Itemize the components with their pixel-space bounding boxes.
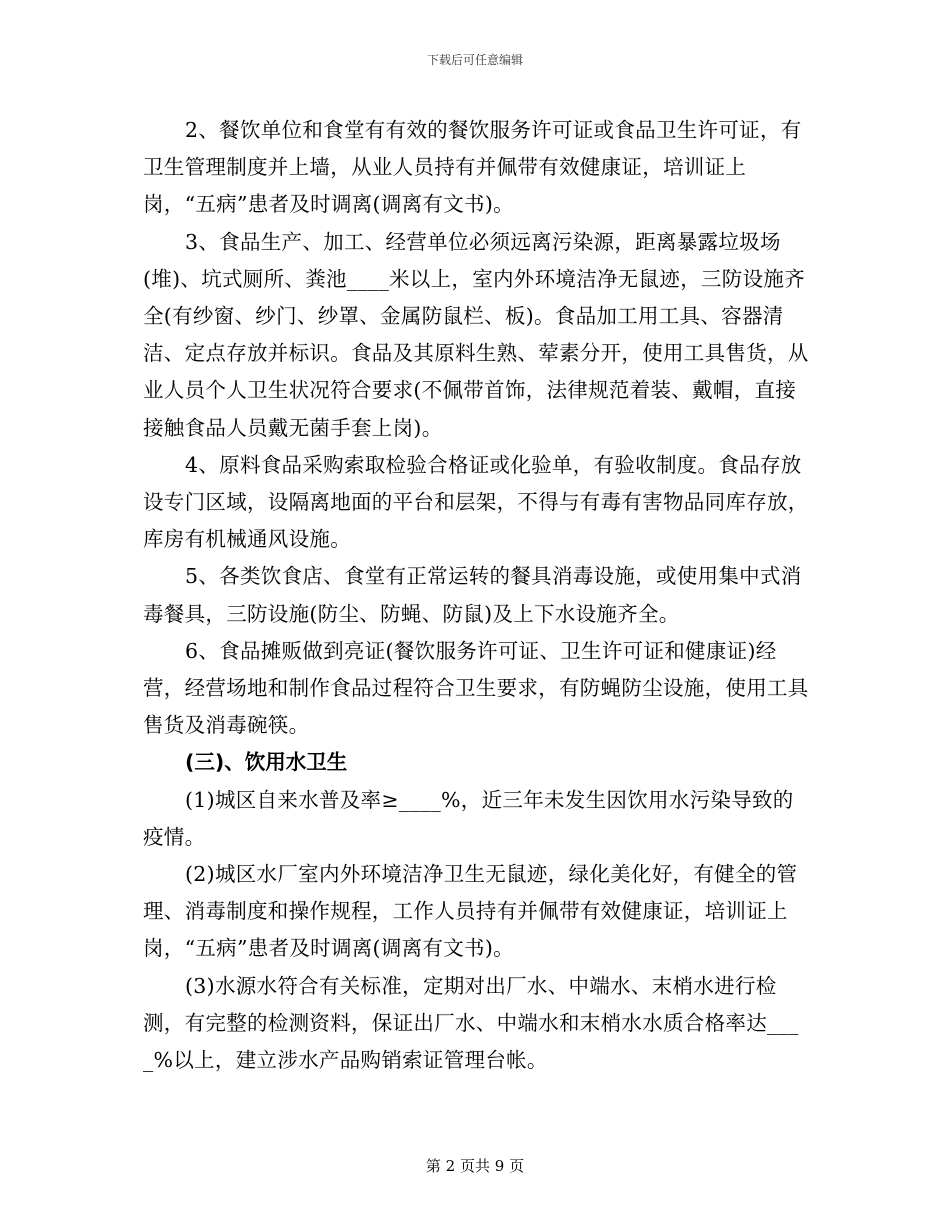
section-heading-drinking-water: (三)、饮用水卫生 bbox=[185, 750, 348, 775]
water-item-2: (2)城区水厂室内外环境洁净卫生无鼠迹，绿化美化好，有健全的管理、消毒制度和操作规程，工作人员持有并佩带有效健康证，培训证上岗，“五病”患者及时调离(调离有文书)。 bbox=[143, 862, 798, 961]
paragraph-item-5: 5、各类饮食店、食堂有正常运转的餐具消毒设施，或使用集中式消毒餐具，三防设施(防尘、防蝇、防鼠)及上下水设施齐全。 bbox=[143, 564, 802, 626]
paragraph-item-6: 6、食品摊贩做到亮证(餐饮服务许可证、卫生许可证和健康证)经营，经营场地和制作食品过程符合卫生要求，有防蝇防尘设施，使用工具售货及消毒碗筷。 bbox=[143, 638, 809, 738]
paragraph-item-4: 4、原料食品采购索取检验合格证或化验单，有验收制度。食品存放设专门区域，设隔离地面的平台和层架，不得与有毒有害物品同库存放，库房有机械通风设施。 bbox=[143, 452, 809, 552]
paragraph-item-2: 2、餐饮单位和食堂有有效的餐饮服务许可证或食品卫生许可证，有卫生管理制度并上墙，从业人员持有并佩带有效健康证，培训证上岗，“五病”患者及时调离(调离有文书)。 bbox=[143, 118, 802, 217]
document-body bbox=[143, 112, 811, 1079]
page-header-note: 下载后可任意编辑 bbox=[426, 53, 523, 67]
page-number-footer: 第 2 页共 9 页 bbox=[425, 1157, 525, 1175]
water-item-1: (1)城区自来水普及率≥____%，近三年未发生因饮用水污染导致的疫情。 bbox=[143, 787, 794, 849]
water-item-3: (3)水源水符合有关标准，定期对出厂水、中端水、末梢水进行检测，有完整的检测资料，保证出厂水、中端水和末梢水水质合格率达____%以上，建立涉水产品购销索证管理台帐。 bbox=[143, 973, 799, 1073]
paragraph-item-3: 3、食品生产、加工、经营单位必须远离污染源，距离暴露垃圾场(堆)、坑式厕所、粪池____米以上，室内外环境洁净无鼠迹，三防设施齐全(有纱窗、纱门、纱罩、金属防鼠栏、板)。食品加工用工具、容器清洁、定点存放并标识。食品及其原料生熟、荤素分开，使用工具售货，从业人员个人卫生状况符合要求(不佩带首饰，法律规范着装、戴帽，直接接触食品人员戴无菌手套上岗)。 bbox=[143, 229, 809, 440]
